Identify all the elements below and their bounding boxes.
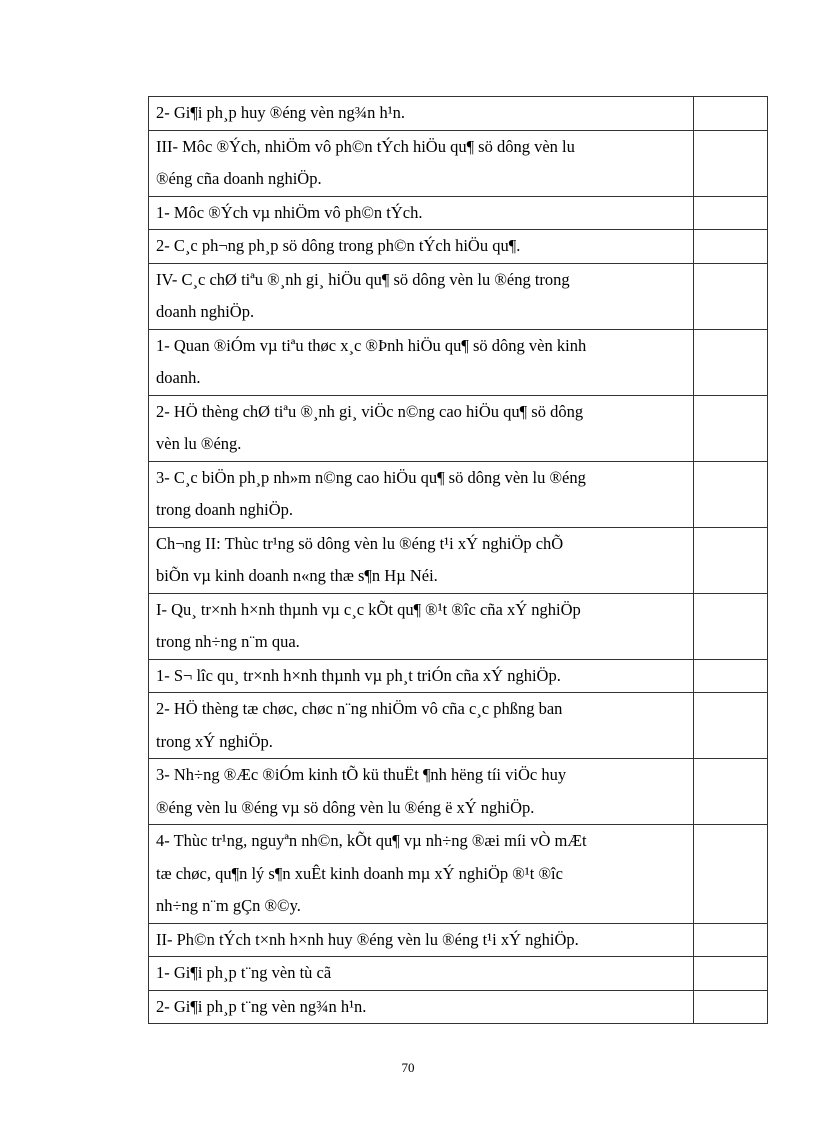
toc-table xyxy=(148,96,768,1024)
toc-row xyxy=(149,659,768,693)
toc-row xyxy=(149,527,768,593)
toc-row xyxy=(149,693,768,759)
toc-row xyxy=(149,593,768,659)
toc-page-cell xyxy=(694,395,768,461)
toc-entry-line: 2- C¸c ph¬ng ph¸p sö dông trong ph©n tÝch hiÖu qu¶. xyxy=(156,236,521,255)
toc-row xyxy=(149,196,768,230)
toc-page-cell xyxy=(694,461,768,527)
toc-page-cell xyxy=(694,990,768,1024)
toc-entry-line: vèn lu ®éng. xyxy=(156,434,242,453)
toc-entry-line: trong doanh nghiÖp. xyxy=(156,500,294,519)
toc-row xyxy=(149,461,768,527)
toc-entry-line: doanh. xyxy=(156,368,201,387)
toc-entry-line: 2- Gi¶i ph¸p t¨ng vèn ng¾n h¹n. xyxy=(156,996,367,1016)
toc-row xyxy=(149,923,768,957)
toc-entry-cell xyxy=(149,825,694,924)
toc-page-cell xyxy=(694,230,768,264)
toc-entry-line: 2- HÖ thèng tæ chøc, chøc n¨ng nhiÖm vô cña c¸c phßng ban xyxy=(156,699,563,718)
toc-entry-cell xyxy=(149,97,694,131)
toc-entry-line: 3- Nh÷ng ®Æc ®iÓm kinh tÕ kü thuËt ¶nh hëng tíi viÖc huy xyxy=(156,765,567,784)
toc-entry-cell xyxy=(149,923,694,957)
toc-entry-line: 3- C¸c biÖn ph¸p nh»m n©ng cao hiÖu qu¶ sö dông vèn lu ®éng xyxy=(156,467,586,487)
toc-entry-line: II- Ph©n tÝch t×nh h×nh huy ®éng vèn lu ®éng t¹i xÝ nghiÖp. xyxy=(156,929,579,949)
toc-body xyxy=(149,97,768,1024)
toc-entry-line: nh÷ng n¨m gÇn ®©y. xyxy=(156,896,301,915)
toc-page-cell xyxy=(694,659,768,693)
toc-entry-line: ®éng vèn lu ®éng vµ sö dông vèn lu ®éng ë xÝ nghiÖp. xyxy=(156,797,535,817)
toc-row xyxy=(149,230,768,264)
toc-entry-cell xyxy=(149,593,694,659)
toc-entry-cell xyxy=(149,130,694,196)
toc-entry-cell xyxy=(149,990,694,1024)
toc-page-cell xyxy=(694,593,768,659)
toc-page-cell xyxy=(694,329,768,395)
toc-entry-line: 2- HÖ thèng chØ tiªu ®¸nh gi¸ viÖc n©ng cao hiÖu qu¶ sö dông xyxy=(156,401,584,421)
toc-row xyxy=(149,395,768,461)
toc-entry-line: doanh nghiÖp. xyxy=(156,302,255,321)
toc-entry-line: ®éng cña doanh nghiÖp. xyxy=(156,169,322,188)
toc-entry-line: tæ chøc, qu¶n lý s¶n xuÊt kinh doanh mµ xÝ nghiÖp ®¹t ®îc xyxy=(156,863,563,883)
toc-page-cell xyxy=(694,825,768,924)
toc-page-cell xyxy=(694,957,768,991)
toc-page-cell xyxy=(694,263,768,329)
toc-entry-line: I- Qu¸ tr×nh h×nh thµnh vµ c¸c kÕt qu¶ ®¹t ®îc cña xÝ nghiÖp xyxy=(156,599,581,619)
toc-entry-cell xyxy=(149,230,694,264)
page-number: 70 xyxy=(401,1060,415,1075)
toc-entry-cell xyxy=(149,329,694,395)
toc-entry-line: 1- S¬ lîc qu¸ tr×nh h×nh thµnh vµ ph¸t triÓn cña xÝ nghiÖp. xyxy=(156,665,561,685)
toc-entry-cell xyxy=(149,196,694,230)
toc-entry-line: 1- Quan ®iÓm vµ tiªu thøc x¸c ®Þnh hiÖu qu¶ sö dông vèn kinh xyxy=(156,335,587,355)
toc-page-cell xyxy=(694,693,768,759)
toc-entry-cell xyxy=(149,693,694,759)
toc-entry-line: 1- Gi¶i ph¸p t¨ng vèn tù cã xyxy=(156,963,332,982)
toc-entry-cell xyxy=(149,395,694,461)
toc-row xyxy=(149,759,768,825)
toc-page-cell xyxy=(694,196,768,230)
toc-entry-line: 1- Môc ®Ých vµ nhiÖm vô ph©n tÝch. xyxy=(156,202,423,222)
toc-entry-line: 4- Thùc tr¹ng, nguyªn nh©n, kÕt qu¶ vµ nh÷ng ®æi míi vÒ mÆt xyxy=(156,831,587,850)
toc-row xyxy=(149,825,768,924)
toc-row xyxy=(149,263,768,329)
toc-page-cell xyxy=(694,130,768,196)
toc-entry-line: trong xÝ nghiÖp. xyxy=(156,731,273,751)
toc-entry-cell xyxy=(149,461,694,527)
toc-entry-cell xyxy=(149,527,694,593)
toc-page-cell xyxy=(694,527,768,593)
toc-entry-line: biÕn vµ kinh doanh n«ng thæ s¶n Hµ Néi. xyxy=(156,566,438,585)
toc-row xyxy=(149,329,768,395)
toc-page-cell xyxy=(694,97,768,131)
toc-page-cell xyxy=(694,759,768,825)
toc-entry-line: Ch¬ng II: Thùc tr¹ng sö dông vèn lu ®éng t¹i xÝ nghiÖp chÕ xyxy=(156,533,564,553)
toc-entry-cell xyxy=(149,957,694,991)
toc-page-cell xyxy=(694,923,768,957)
toc-entry-cell xyxy=(149,263,694,329)
toc-row xyxy=(149,990,768,1024)
toc-row xyxy=(149,957,768,991)
toc-entry-line: 2- Gi¶i ph¸p huy ®éng vèn ng¾n h¹n. xyxy=(156,103,406,122)
toc-entry-line: IV- C¸c chØ tiªu ®¸nh gi¸ hiÖu qu¶ sö dông vèn lu ®éng trong xyxy=(156,269,570,289)
toc-entry-line: trong nh÷ng n¨m qua. xyxy=(156,632,300,651)
toc-entry-cell xyxy=(149,659,694,693)
toc-row xyxy=(149,97,768,131)
toc-row xyxy=(149,130,768,196)
toc-entry-line: III- Môc ®Ých, nhiÖm vô ph©n tÝch hiÖu qu¶ sö dông vèn lu xyxy=(156,136,575,156)
toc-entry-cell xyxy=(149,759,694,825)
